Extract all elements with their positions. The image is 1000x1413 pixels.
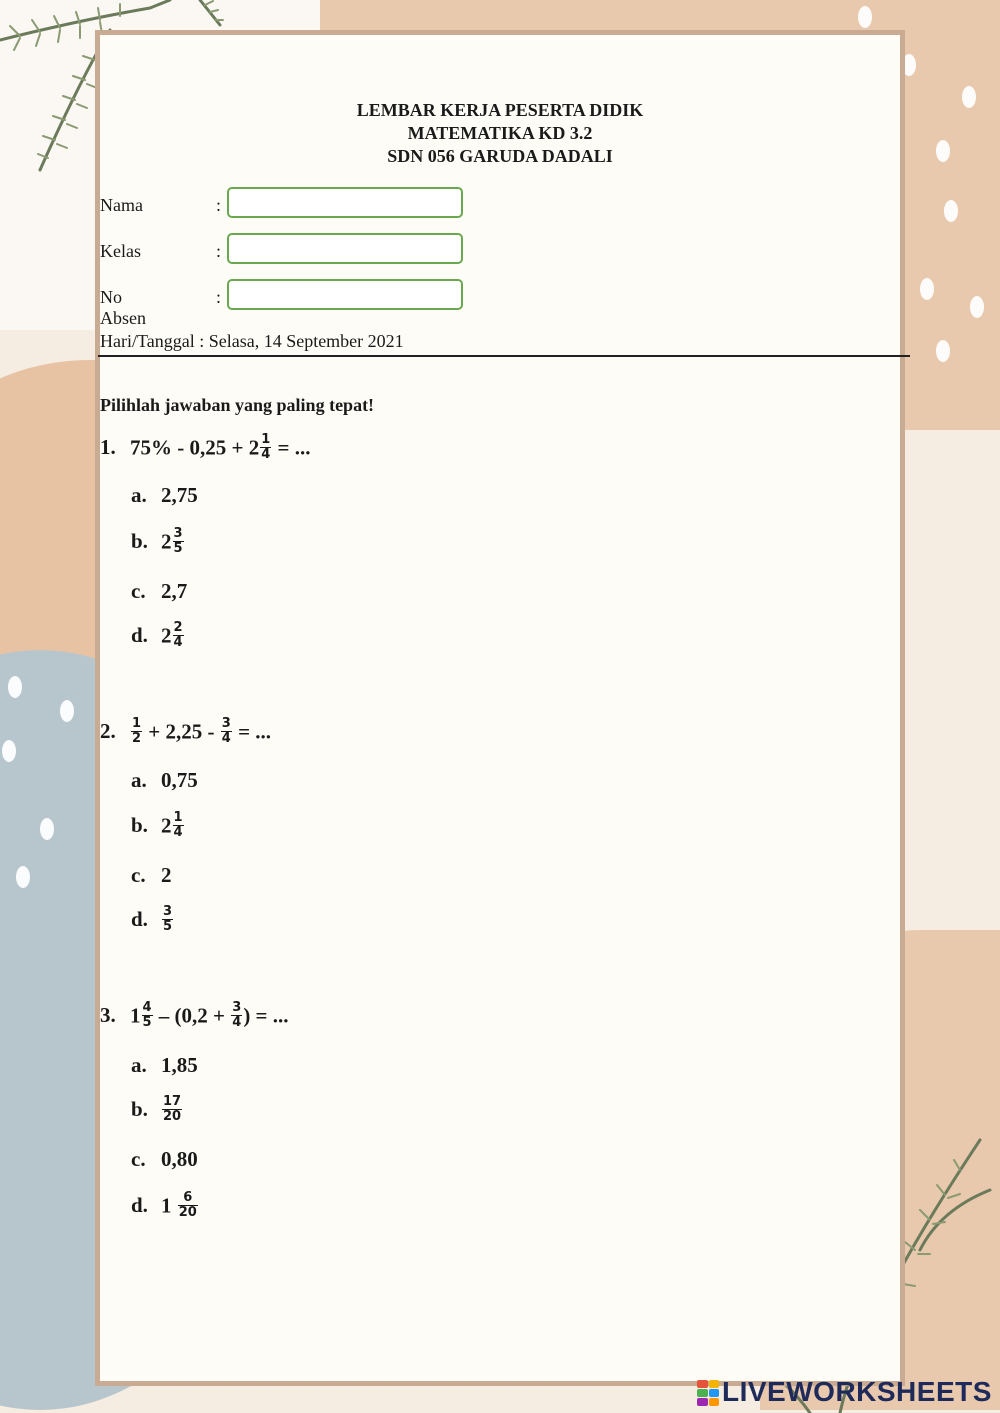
option-3d[interactable]: d. 1 $\frac{6}{20}$ xyxy=(131,1190,197,1220)
option-2d[interactable]: d. $\frac{3}{5}$ xyxy=(131,904,173,934)
fraction: $\frac{3}{5}$ xyxy=(163,904,173,934)
option-3c[interactable]: c. 0,80 xyxy=(131,1147,198,1171)
decor-dot xyxy=(920,278,934,300)
decor-dot xyxy=(8,676,22,698)
liveworksheets-logo-icon xyxy=(697,1380,719,1406)
header-title: LEMBAR KERJA PESERTA DIDIK xyxy=(356,100,644,120)
question-2 xyxy=(100,716,272,748)
option-1a[interactable]: a. 2,75 xyxy=(131,483,198,507)
date-row xyxy=(100,331,404,352)
absen-input[interactable] xyxy=(227,279,463,310)
fraction: $\frac{4}{5}$ xyxy=(142,1000,152,1030)
worksheet-header xyxy=(100,99,900,168)
fraction: $\frac{1}{2}$ xyxy=(132,716,142,746)
question-number: 1. xyxy=(100,435,116,460)
question-number: 3. xyxy=(100,1003,116,1028)
question-text: = ... xyxy=(232,719,272,744)
absen-label: No Absen xyxy=(100,287,146,328)
colon: : xyxy=(216,287,222,307)
question-text: + 2,25 - xyxy=(143,719,220,744)
decor-dot xyxy=(40,818,54,840)
decor-dot xyxy=(944,200,958,222)
fraction: $\frac{17}{20}$ xyxy=(163,1094,182,1124)
fraction: $\frac{3}{5}$ xyxy=(173,526,183,556)
option-1c[interactable]: c. 2,7 xyxy=(131,579,188,603)
liveworksheets-watermark[interactable]: LIVEWORKSHEETS xyxy=(722,1376,992,1407)
fraction: $\frac{3}{4}$ xyxy=(232,1000,242,1030)
question-text: = ... xyxy=(272,435,311,460)
option-1b[interactable]: b. 2 $\frac{3}{5}$ xyxy=(131,526,183,556)
header-divider xyxy=(98,355,910,357)
kelas-input[interactable] xyxy=(227,233,463,264)
decor-dot xyxy=(936,140,950,162)
colon: : xyxy=(216,195,222,215)
question-text: – (0,2 + xyxy=(153,1003,231,1028)
decor-dot xyxy=(2,740,16,762)
date-value: : Selasa, 14 September 2021 xyxy=(199,331,404,351)
question-number: 2. xyxy=(100,719,116,744)
option-3a[interactable]: a. 1,85 xyxy=(131,1053,198,1077)
decor-dot xyxy=(858,6,872,28)
fraction: $\frac{1}{4}$ xyxy=(261,432,271,462)
question-1 xyxy=(100,432,311,464)
decor-dot xyxy=(60,700,74,722)
nama-input[interactable] xyxy=(227,187,463,218)
colon: : xyxy=(216,241,222,261)
option-2b[interactable]: b. 2 $\frac{1}{4}$ xyxy=(131,810,183,840)
instruction-text: Pilihlah jawaban yang paling tepat! xyxy=(100,395,375,415)
nama-label: Nama xyxy=(100,195,143,215)
header-school: SDN 056 GARUDA DADALI xyxy=(387,146,613,166)
date-label: Hari/Tanggal xyxy=(100,331,195,351)
worksheet-page xyxy=(95,30,905,1386)
fraction: $\frac{2}{4}$ xyxy=(173,620,183,650)
question-text: ) = ... xyxy=(243,1003,289,1028)
fraction: $\frac{6}{20}$ xyxy=(178,1190,197,1220)
decor-dot xyxy=(962,86,976,108)
fraction: $\frac{1}{4}$ xyxy=(173,810,183,840)
header-subject: MATEMATIKA KD 3.2 xyxy=(407,123,593,143)
option-2a[interactable]: a. 0,75 xyxy=(131,768,198,792)
fraction: $\frac{3}{4}$ xyxy=(221,716,231,746)
question-3 xyxy=(100,1000,289,1032)
decor-dot xyxy=(970,296,984,318)
option-2c[interactable]: c. 2 xyxy=(131,863,172,887)
decor-dot xyxy=(936,340,950,362)
option-3b[interactable]: b. $\frac{17}{20}$ xyxy=(131,1094,182,1124)
decor-dot xyxy=(16,866,30,888)
question-text: 1 xyxy=(130,1003,141,1028)
question-text: 75% - 0,25 + 2 xyxy=(130,435,260,460)
kelas-label: Kelas xyxy=(100,241,141,261)
option-1d[interactable]: d. 2 $\frac{2}{4}$ xyxy=(131,620,183,650)
